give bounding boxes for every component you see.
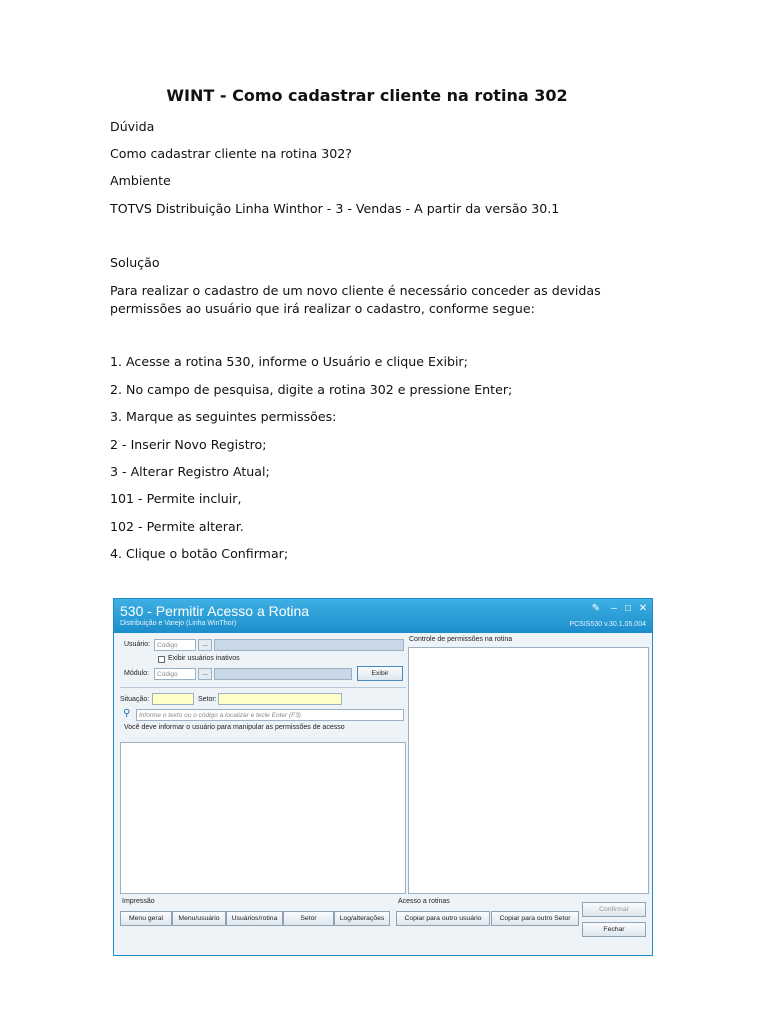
info-text: Você deve informar o usuário para manipular as permissões de acesso [124, 724, 345, 731]
acesso-label: Acesso a rotinas [398, 898, 450, 905]
window-subtitle: Distribuição e Varejo (Linha WinThor) [120, 620, 237, 627]
step-4: 4. Clique o botão Confirmar; [110, 546, 289, 561]
fechar-button[interactable]: Fechar [582, 922, 646, 937]
solucao-intro: Para realizar o cadastro de um novo cliente é necessário conceder as devidas permissões ao usuário que irá realizar o cadastro, conforme segue: [110, 283, 601, 316]
confirmar-button[interactable]: Confirmar [582, 902, 646, 917]
setor-input[interactable] [218, 693, 342, 705]
separator [120, 687, 406, 688]
setor-button[interactable]: Setor [283, 911, 334, 926]
maximize-icon[interactable]: □ [624, 603, 632, 614]
modulo-code-input[interactable]: Código [154, 668, 196, 680]
modulo-label: Módulo: [124, 670, 149, 677]
usuario-lookup-button[interactable]: ... [198, 639, 212, 651]
document-title: WINT - Como cadastrar cliente na rotina 302 [166, 86, 568, 105]
menu-usuario-button[interactable]: Menu/usuário [172, 911, 226, 926]
impressao-label: Impressão [122, 898, 155, 905]
exibir-inativos-checkbox[interactable] [158, 656, 165, 663]
step-1: 1. Acesse a rotina 530, informe o Usuário e clique Exibir; [110, 354, 468, 369]
window-title: 530 - Permitir Acesso a Rotina [120, 603, 310, 619]
rotina-530-window [113, 598, 653, 956]
permission-3: 3 - Alterar Registro Atual; [110, 464, 270, 479]
search-input[interactable]: Informe o texto ou o código a localizar e tecle Enter (F3) [136, 709, 404, 721]
ambiente-heading: Ambiente [110, 173, 171, 188]
rotinas-list[interactable] [120, 742, 406, 894]
permissoes-panel[interactable] [408, 647, 649, 894]
solucao-heading: Solução [110, 255, 160, 270]
copiar-usuario-button[interactable]: Copiar para outro usuário [396, 911, 490, 926]
setor-label: Setor: [198, 696, 217, 703]
usuarios-rotina-button[interactable]: Usuários/rotina [226, 911, 283, 926]
menu-geral-button[interactable]: Menu geral [120, 911, 172, 926]
minimize-icon[interactable]: – [611, 603, 617, 614]
usuario-name-field [214, 639, 404, 651]
modulo-lookup-button[interactable]: ... [198, 668, 212, 680]
close-icon[interactable]: ✕ [638, 603, 648, 614]
copiar-setor-button[interactable]: Copiar para outro Setor [491, 911, 579, 926]
permission-101: 101 - Permite incluir, [110, 491, 242, 506]
situacao-label: Situação: [120, 696, 150, 703]
usuario-code-input[interactable]: Código [154, 639, 196, 651]
step-3: 3. Marque as seguintes permissões: [110, 409, 337, 424]
permission-102: 102 - Permite alterar. [110, 519, 244, 534]
modulo-name-field [214, 668, 352, 680]
window-version: PCSIS530 v.30.1.05.004 [569, 621, 646, 628]
duvida-heading: Dúvida [110, 119, 155, 134]
usuario-label: Usuário: [124, 641, 151, 648]
controle-label: Controle de permissões na rotina [409, 636, 513, 643]
exibir-inativos-label: Exibir usuários inativos [168, 655, 240, 662]
duvida-text: Como cadastrar cliente na rotina 302? [110, 146, 352, 161]
help-icon[interactable]: ✎ [591, 603, 601, 614]
log-alteracoes-button[interactable]: Log/alterações [334, 911, 390, 926]
window-titlebar [114, 599, 652, 633]
situacao-input[interactable] [152, 693, 194, 705]
search-icon: ⚲ [123, 708, 131, 719]
step-2: 2. No campo de pesquisa, digite a rotina 302 e pressione Enter; [110, 382, 513, 397]
ambiente-text: TOTVS Distribuição Linha Winthor - 3 - Vendas - A partir da versão 30.1 [110, 201, 560, 216]
permission-2: 2 - Inserir Novo Registro; [110, 437, 267, 452]
exibir-button[interactable]: Exibir [357, 666, 403, 681]
